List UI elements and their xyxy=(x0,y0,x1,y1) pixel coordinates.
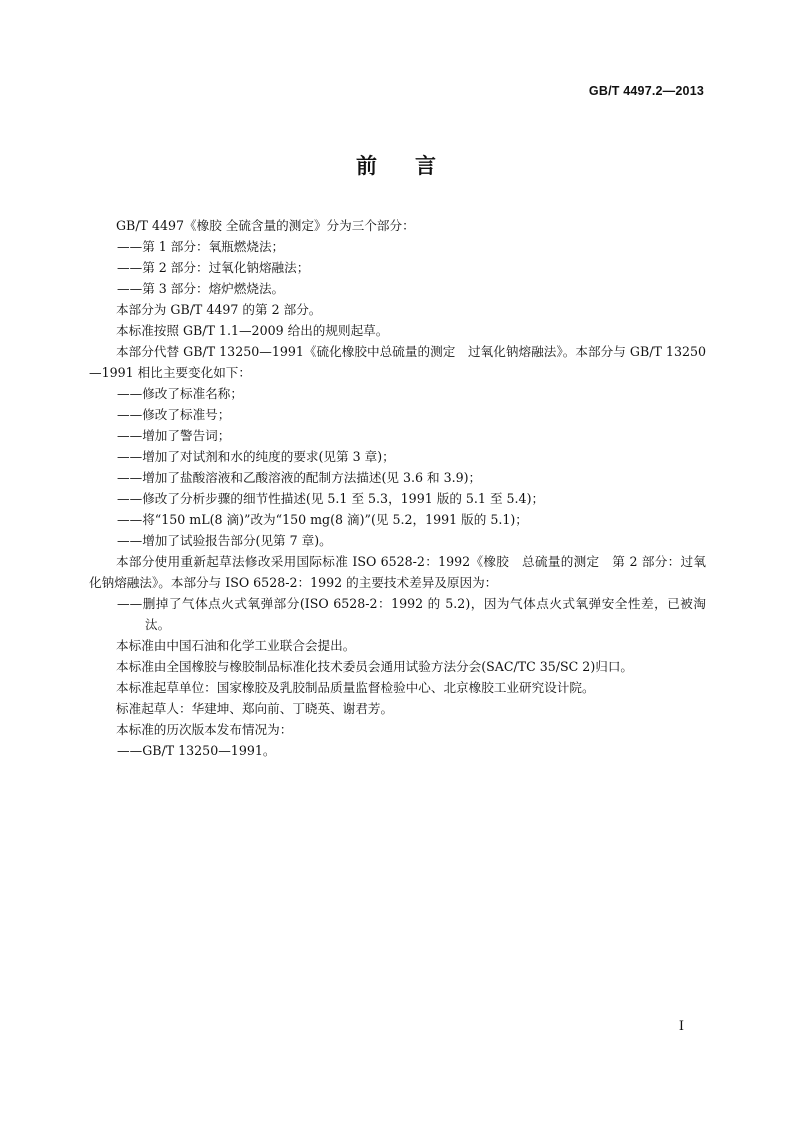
foreword-body xyxy=(89,215,706,761)
paragraph-drafters: 标准起草人：华建坤、郑向前、丁晓英、谢君芳。 xyxy=(116,701,394,716)
change-list-item: ——修改了标准名称； xyxy=(117,386,243,401)
title-char-1: 前 xyxy=(356,154,379,178)
history-list-item: ——GB/T 13250—1991。 xyxy=(117,743,276,758)
page-title xyxy=(0,150,794,180)
paragraph-history-intro: 本标准的历次版本发布情况为： xyxy=(116,722,293,737)
standard-code: GB/T 4497.2—2013 xyxy=(588,84,704,98)
paragraph-replaces: 本部分代替 GB/T 13250—1991《硫化橡胶中总硫量的测定 过氧化钠熔融法》。本部分与 GB/T 13250—1991 相比主要变化如下： xyxy=(89,344,706,380)
paragraph-series-intro: GB/T 4497《橡胶 全硫含量的测定》分为三个部分： xyxy=(116,218,415,233)
part-list-item: ——第 1 部分：氧瓶燃烧法； xyxy=(117,239,285,254)
change-list-item: ——增加了盐酸溶液和乙酸溶液的配制方法描述(见 3.6 和 3.9)； xyxy=(117,470,482,485)
change-list-item: ——增加了警告词； xyxy=(117,428,231,443)
paragraph-drafting-rules: 本标准按照 GB/T 1.1—2009 给出的规则起草。 xyxy=(116,323,389,338)
paragraph-iso-adoption: 本部分使用重新起草法修改采用国际标准 ISO 6528-2：1992《橡胶 总硫量的测定 第 2 部分：过氧化钠熔融法》。本部分与 ISO 6528-2：1992 的主要技术差异及原因为： xyxy=(89,554,706,590)
paragraph-part-statement: 本部分为 GB/T 4497 的第 2 部分。 xyxy=(116,302,322,317)
title-char-2: 言 xyxy=(415,154,438,178)
change-list-item: ——增加了试验报告部分(见第 7 章)。 xyxy=(117,533,332,548)
change-list-item: ——将“150 mL(8 滴)”改为“150 mg(8 滴)”(见 5.2，1991 版的 5.1)； xyxy=(117,512,528,527)
change-list-item: ——增加了对试剂和水的纯度的要求(见第 3 章)； xyxy=(117,449,395,464)
part-list-item: ——第 3 部分：熔炉燃烧法。 xyxy=(117,281,285,296)
change-list-item: ——修改了分析步骤的细节性描述(见 5.1 至 5.3，1991 版的 5.1 至 5.4)； xyxy=(117,491,545,506)
difference-list-item: ——删掉了气体点火式氧弹部分(ISO 6528-2：1992 的 5.2)，因为气体点火式氧弹安全性差，已被淘汰。 xyxy=(117,596,706,632)
paragraph-responsible-committee: 本标准由全国橡胶与橡胶制品标准化技术委员会通用试验方法分会(SAC/TC 35/SC 2)归口。 xyxy=(116,659,634,674)
paragraph-drafting-organizations: 本标准起草单位：国家橡胶及乳胶制品质量监督检验中心、北京橡胶工业研究设计院。 xyxy=(116,680,595,695)
part-list-item: ——第 2 部分：过氧化钠熔融法； xyxy=(117,260,310,275)
paragraph-proposed-by: 本标准由中国石油和化学工业联合会提出。 xyxy=(116,638,356,653)
page-number: I xyxy=(678,1019,684,1034)
change-list-item: ——修改了标准号； xyxy=(117,407,231,422)
